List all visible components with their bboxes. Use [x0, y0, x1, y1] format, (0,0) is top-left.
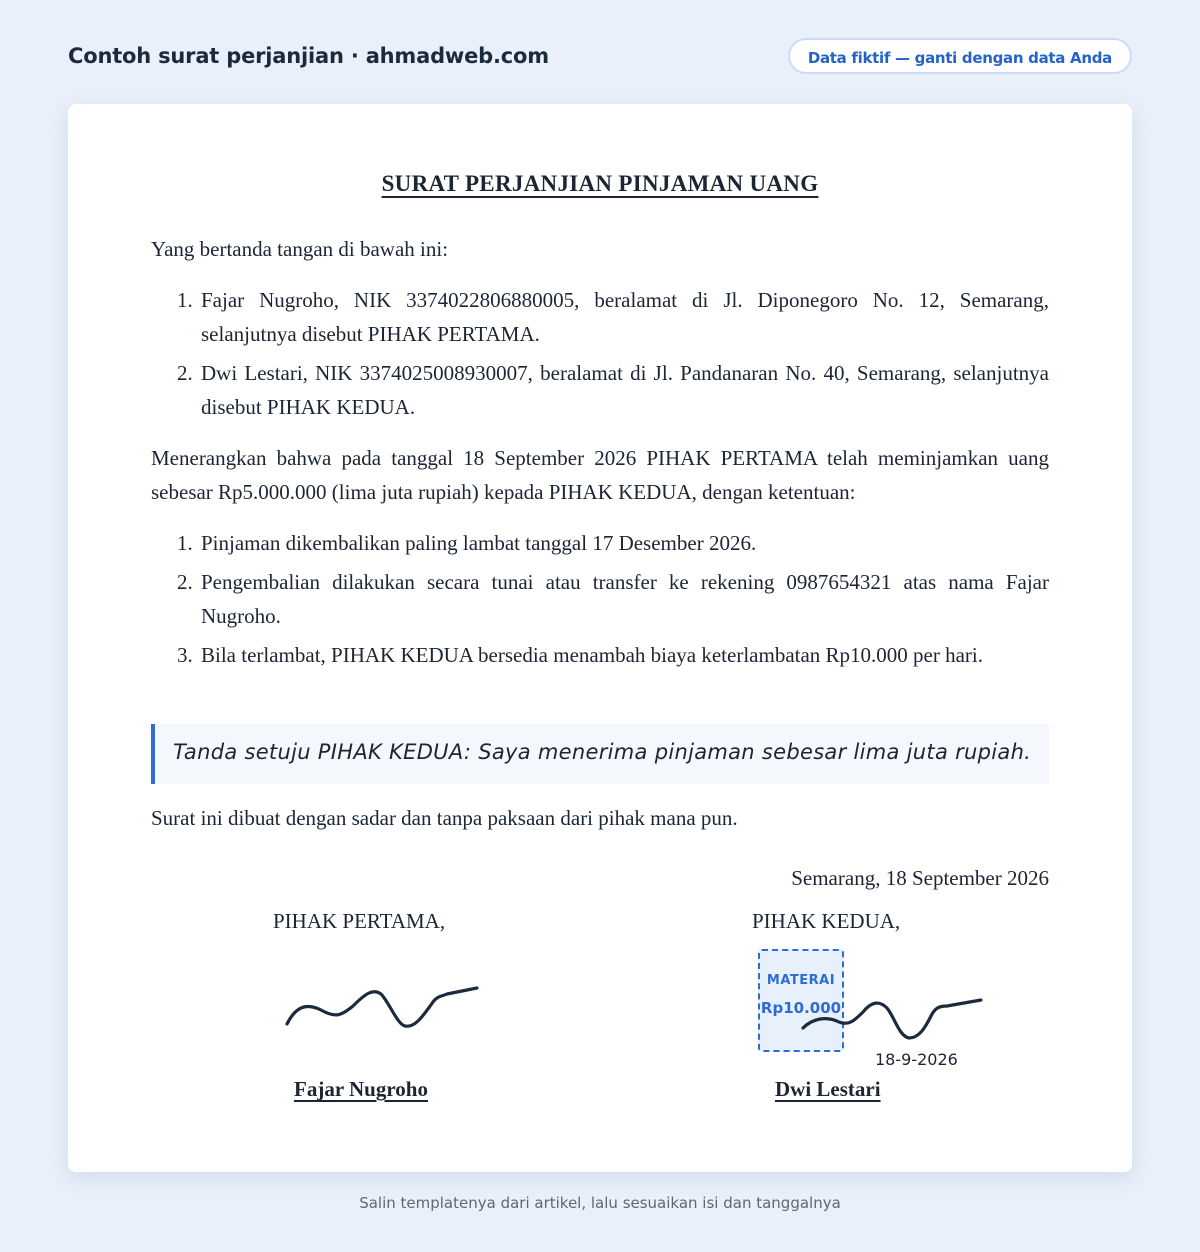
list-item: 3. Bila terlambat, PIHAK KEDUA bersedia menambah biaya keterlambatan Rp10.000 per hari.: [177, 643, 984, 667]
stamp-date: 18-9-2026: [875, 1050, 958, 1069]
second-party-label: PIHAK KEDUA,: [752, 909, 901, 933]
list-item: 1. Fajar Nugroho, NIK 3374022806880005, beralamat di Jl. Diponegoro No. 12, Semarang, selanjutnya disebut PIHAK PERTAMA.: [177, 288, 1049, 346]
statement-paragraph: Menerangkan bahwa pada tanggal 18 September 2026 PIHAK PERTAMA telah meminjamkan uang sebesar Rp5.000.000 (lima juta rupiah) kepada PIHAK KEDUA, dengan ketentuan:: [151, 446, 1049, 504]
list-item: 2. Pengembalian dilakukan secara tunai atau transfer ke rekening 0987654321 atas nama Fajar Nugroho.: [177, 570, 1049, 628]
second-party-name: Dwi Lestari: [775, 1077, 881, 1101]
site-title: Contoh surat perjanjian · ahmadweb.com: [68, 44, 549, 68]
terms-list: [151, 526, 1049, 677]
top-bar: [68, 38, 1132, 78]
intro-paragraph: Yang bertanda tangan di bawah ini:: [151, 237, 449, 261]
list-item: 1. Pinjaman dikembalikan paling lambat tanggal 17 Desember 2026.: [177, 531, 757, 555]
document-title: SURAT PERJANJIAN PINJAMAN UANG: [381, 171, 819, 196]
first-party-name: Fajar Nugroho: [294, 1077, 428, 1101]
first-party-signature: [281, 974, 451, 1034]
stamp-label: MATERAI: [766, 973, 836, 988]
closing-paragraph: Surat ini dibuat dengan sadar dan tanpa paksaan dari pihak mana pun.: [151, 806, 738, 830]
fictitious-data-badge: Data fiktif — ganti dengan data Anda: [788, 38, 1132, 74]
parties-list: [151, 283, 1049, 429]
place-date: Semarang, 18 September 2026: [791, 866, 1049, 890]
footer-caption: Salin templatenya dari artikel, lalu sesuaikan isi dan tanggalnya: [359, 1194, 841, 1212]
second-party-signature: [799, 992, 979, 1052]
letter-paper: [68, 104, 1132, 1172]
first-party-label: PIHAK PERTAMA,: [273, 909, 446, 933]
handwritten-note-text: Tanda setuju PIHAK KEDUA: Saya menerima pinjaman sebesar lima juta rupiah.: [173, 740, 1032, 764]
list-item: 2. Dwi Lestari, NIK 3374025008930007, beralamat di Jl. Pandanaran No. 40, Semarang, selanjutnya disebut PIHAK KEDUA.: [177, 361, 1049, 419]
handwritten-note: [151, 724, 1049, 784]
stamp-value: Rp10.000: [760, 999, 842, 1017]
